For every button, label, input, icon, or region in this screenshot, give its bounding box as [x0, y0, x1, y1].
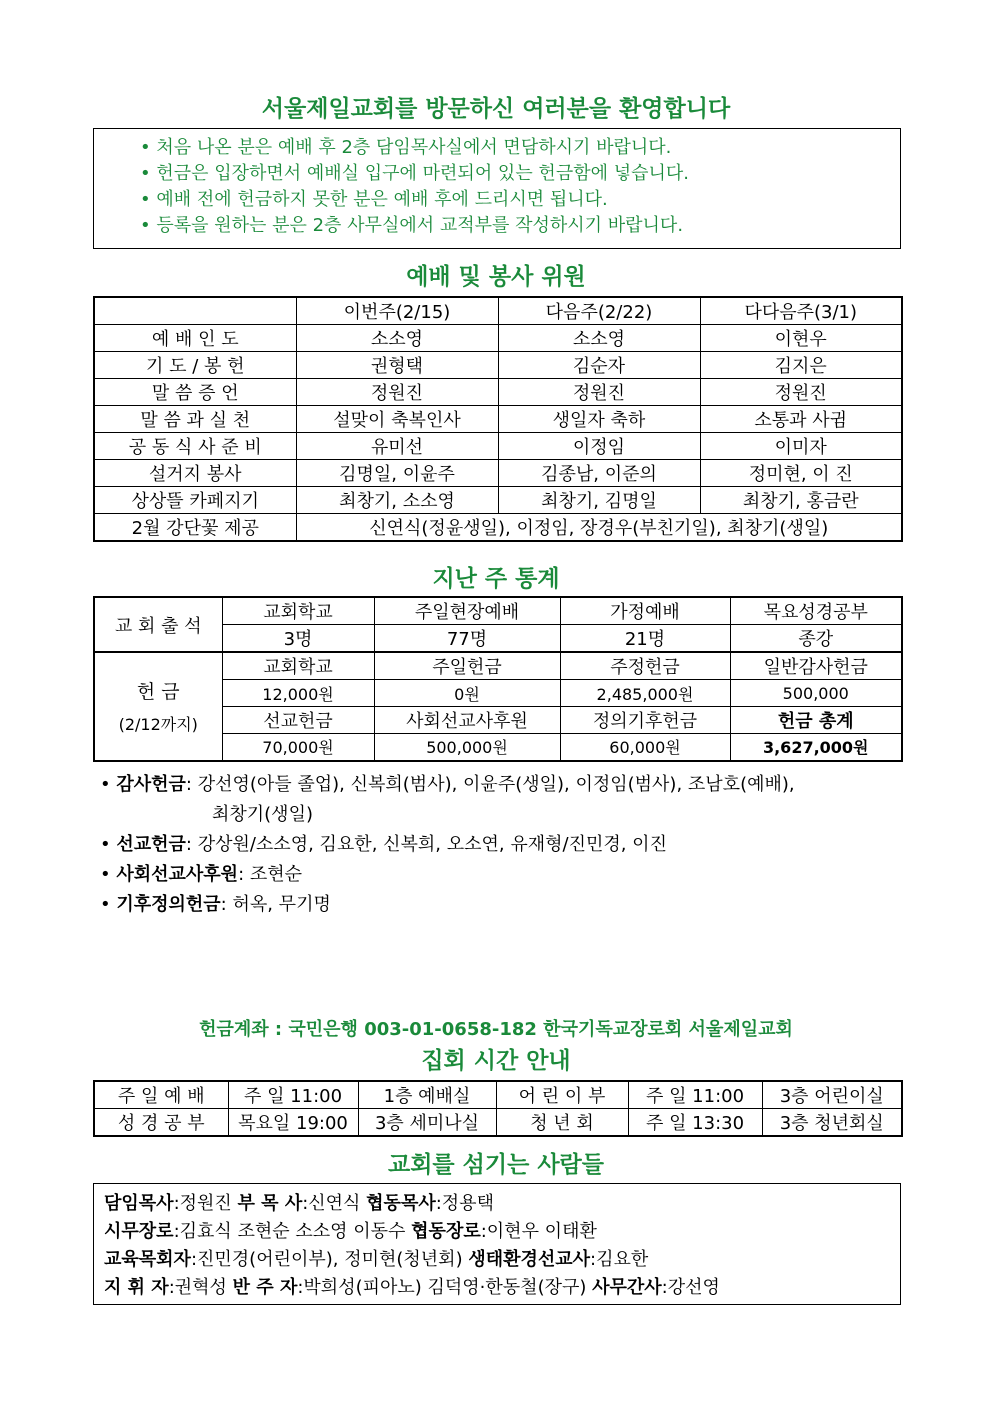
role-label: 담임목사	[104, 1193, 174, 1214]
welcome-line: • 예배 전에 헌금하지 못한 분은 예배 후에 드리시면 됩니다.	[140, 189, 608, 210]
table-cell: 소소영	[296, 325, 498, 352]
role-value: :신연식	[302, 1193, 367, 1214]
table-cell: 정원진	[700, 379, 902, 406]
list-item: • 선교헌금: 강상원/소소영, 김요한, 신복희, 오소연, 유재형/진민경, 이진	[100, 834, 667, 855]
table-header: 다다음주(3/1)	[700, 297, 902, 325]
table-cell: 정원진	[498, 379, 700, 406]
table-cell: 주 일 예 배	[94, 1081, 228, 1109]
table-cell: 3층 세미나실	[358, 1109, 496, 1137]
table-header: 이번주(2/15)	[296, 297, 498, 325]
row-label: 말 씀 증 언	[94, 379, 296, 406]
table-cell: 3층 어린이실	[762, 1081, 902, 1109]
role-label: 교육목회자	[104, 1249, 191, 1270]
list-item-continuation: 최창기(생일)	[212, 804, 313, 825]
table-header: 선교헌금	[222, 707, 374, 734]
welcome-box	[93, 128, 901, 249]
table-cell: 생일자 축하	[498, 406, 700, 433]
list-item-text: : 강선영(아들 졸업), 신복희(범사), 이윤주(생일), 이정임(범사), 조남호(예배),	[185, 774, 795, 795]
role-value: :정원진	[173, 1193, 238, 1214]
table-cell: 최창기, 홍금란	[700, 487, 902, 514]
list-item-label: 사회선교사후원	[116, 864, 239, 885]
table-cell: 종강	[730, 625, 902, 653]
table-cell: 최창기, 소소영	[296, 487, 498, 514]
welcome-title: 서울제일교회를 방문하신 여러분을 환영합니다	[261, 96, 731, 122]
list-item-text: : 강상원/소소영, 김요한, 신복희, 오소연, 유재형/진민경, 이진	[185, 834, 667, 855]
table-cell: 12,000원	[222, 680, 374, 707]
role-value: :강선영	[661, 1277, 720, 1298]
role-value: :정용택	[435, 1193, 494, 1214]
table-cell: 주 일 11:00	[228, 1081, 358, 1109]
welcome-line: • 처음 나온 분은 예배 후 2층 담임목사실에서 면담하시기 바랍니다.	[140, 137, 672, 158]
people-row	[104, 1246, 900, 1274]
table-cell: 이정임	[498, 433, 700, 460]
row-label: 기 도 / 봉 헌	[94, 352, 296, 379]
table-row	[94, 325, 902, 352]
people-title: 교회를 섬기는 사람들	[388, 1152, 604, 1178]
welcome-line: • 등록을 원하는 분은 2층 사무실에서 교적부를 작성하시기 바랍니다.	[140, 215, 684, 236]
table-row	[94, 597, 902, 625]
table-cell: 어 린 이 부	[496, 1081, 628, 1109]
table-cell: 김순자	[498, 352, 700, 379]
table-cell: 3명	[222, 625, 374, 653]
table-row	[94, 379, 902, 406]
row-label	[94, 652, 222, 761]
service-table	[93, 296, 903, 542]
people-row	[104, 1218, 900, 1246]
table-header: 교회학교	[222, 597, 374, 625]
table-cell: 목요일 19:00	[228, 1109, 358, 1137]
table-cell: 김종남, 이준의	[498, 460, 700, 487]
row-label: 교 회 출 석	[94, 597, 222, 652]
offering-total: 3,627,000원	[730, 734, 902, 761]
role-value: :김효식 조현순 소소영 이동수	[173, 1221, 412, 1242]
row-label: 설거지 봉사	[94, 460, 296, 487]
role-value: :권혁성	[168, 1277, 233, 1298]
list-item: • 사회선교사후원: 조현순	[100, 864, 303, 885]
table-cell: 1층 예배실	[358, 1081, 496, 1109]
table-cell: 2,485,000원	[560, 680, 730, 707]
row-label: 2월 강단꽃 제공	[94, 514, 296, 542]
role-label: 사무간사	[592, 1277, 662, 1298]
people-row	[104, 1274, 900, 1302]
row-label: 상상뜰 카페지기	[94, 487, 296, 514]
list-item-label: 기후정의헌금	[116, 894, 221, 915]
offering-list	[100, 770, 910, 920]
table-cell: 이현우	[700, 325, 902, 352]
table-cell: 권형택	[296, 352, 498, 379]
table-cell: 21명	[560, 625, 730, 653]
offering-sub: (2/12까지)	[118, 715, 198, 735]
role-label: 반 주 자	[232, 1277, 298, 1298]
table-cell: 정미현, 이 진	[700, 460, 902, 487]
table-row	[94, 297, 902, 325]
bank-account: 헌금계좌 : 국민은행 003-01-0658-182 한국기독교장로회 서울제일교회	[199, 1019, 793, 1040]
table-cell: 청 년 회	[496, 1109, 628, 1137]
table-header: 교회학교	[222, 652, 374, 680]
table-row	[94, 352, 902, 379]
table-header: 일반감사헌금	[730, 652, 902, 680]
table-header: 주일헌금	[374, 652, 560, 680]
list-item-text: : 허옥, 무기명	[220, 894, 331, 915]
table-header: 주정헌금	[560, 652, 730, 680]
table-header: 가정예배	[560, 597, 730, 625]
stats-table	[93, 596, 903, 762]
table-header: 주일현장예배	[374, 597, 560, 625]
table-cell: 이미자	[700, 433, 902, 460]
table-cell: 500,000	[730, 680, 902, 707]
role-value: :박희성(피아노) 김덕영·한동철(장구)	[297, 1277, 593, 1298]
table-row	[94, 433, 902, 460]
table-cell: 주 일 13:30	[628, 1109, 762, 1137]
offering-label: 헌 금	[136, 681, 180, 704]
role-value: :김요한	[590, 1249, 649, 1270]
table-row	[94, 1081, 902, 1109]
table-cell: 김명일, 이윤주	[296, 460, 498, 487]
people-row	[104, 1190, 900, 1218]
table-cell: 정원진	[296, 379, 498, 406]
table-cell: 소통과 사귐	[700, 406, 902, 433]
table-cell: 500,000원	[374, 734, 560, 761]
role-label: 협동목사	[366, 1193, 436, 1214]
role-value: :이현우 이태환	[480, 1221, 597, 1242]
row-label: 예 배 인 도	[94, 325, 296, 352]
schedule-title: 집회 시간 안내	[421, 1048, 571, 1074]
role-label: 시무장로	[104, 1221, 174, 1242]
table-cell: 소소영	[498, 325, 700, 352]
row-label: 공 동 식 사 준 비	[94, 433, 296, 460]
table-cell: 3층 청년회실	[762, 1109, 902, 1137]
list-item: • 기후정의헌금: 허옥, 무기명	[100, 894, 331, 915]
role-label: 생태환경선교사	[468, 1249, 591, 1270]
list-item-label: 감사헌금	[116, 774, 186, 795]
table-cell: 최창기, 김명일	[498, 487, 700, 514]
schedule-table	[93, 1080, 903, 1137]
table-cell: 유미선	[296, 433, 498, 460]
table-row	[94, 514, 902, 542]
table-row	[94, 406, 902, 433]
table-cell: 성 경 공 부	[94, 1109, 228, 1137]
table-cell: 70,000원	[222, 734, 374, 761]
table-cell: 김지은	[700, 352, 902, 379]
table-row	[94, 460, 902, 487]
table-row	[94, 652, 902, 680]
table-cell	[94, 297, 296, 325]
list-item: • 감사헌금: 강선영(아들 졸업), 신복희(범사), 이윤주(생일), 이정임(범사), 조남호(예배),	[100, 774, 795, 795]
table-cell: 주 일 11:00	[628, 1081, 762, 1109]
table-cell: 신연식(정윤생일), 이정임, 장경우(부친기일), 최창기(생일)	[296, 514, 902, 542]
role-label: 부 목 사	[237, 1193, 303, 1214]
list-item-label: 선교헌금	[116, 834, 186, 855]
role-label: 협동장로	[411, 1221, 481, 1242]
stats-title: 지난 주 통계	[432, 566, 560, 592]
table-header: 사회선교사후원	[374, 707, 560, 734]
table-header: 헌금 총계	[730, 707, 902, 734]
list-item-text: : 조현순	[238, 864, 303, 885]
table-cell: 0원	[374, 680, 560, 707]
role-label: 지 휘 자	[104, 1277, 169, 1298]
table-cell: 설맞이 축복인사	[296, 406, 498, 433]
table-header: 정의기후헌금	[560, 707, 730, 734]
row-label: 말 씀 과 실 천	[94, 406, 296, 433]
table-row	[94, 487, 902, 514]
role-value: :진민경(어린이부), 정미현(청년회)	[190, 1249, 469, 1270]
table-row	[94, 1109, 902, 1137]
welcome-line: • 헌금은 입장하면서 예배실 입구에 마련되어 있는 헌금함에 넣습니다.	[140, 163, 689, 184]
people-box	[93, 1183, 901, 1305]
table-cell: 60,000원	[560, 734, 730, 761]
service-title: 예배 및 봉사 위원	[406, 264, 586, 290]
table-header: 다음주(2/22)	[498, 297, 700, 325]
table-header: 목요성경공부	[730, 597, 902, 625]
table-cell: 77명	[374, 625, 560, 653]
